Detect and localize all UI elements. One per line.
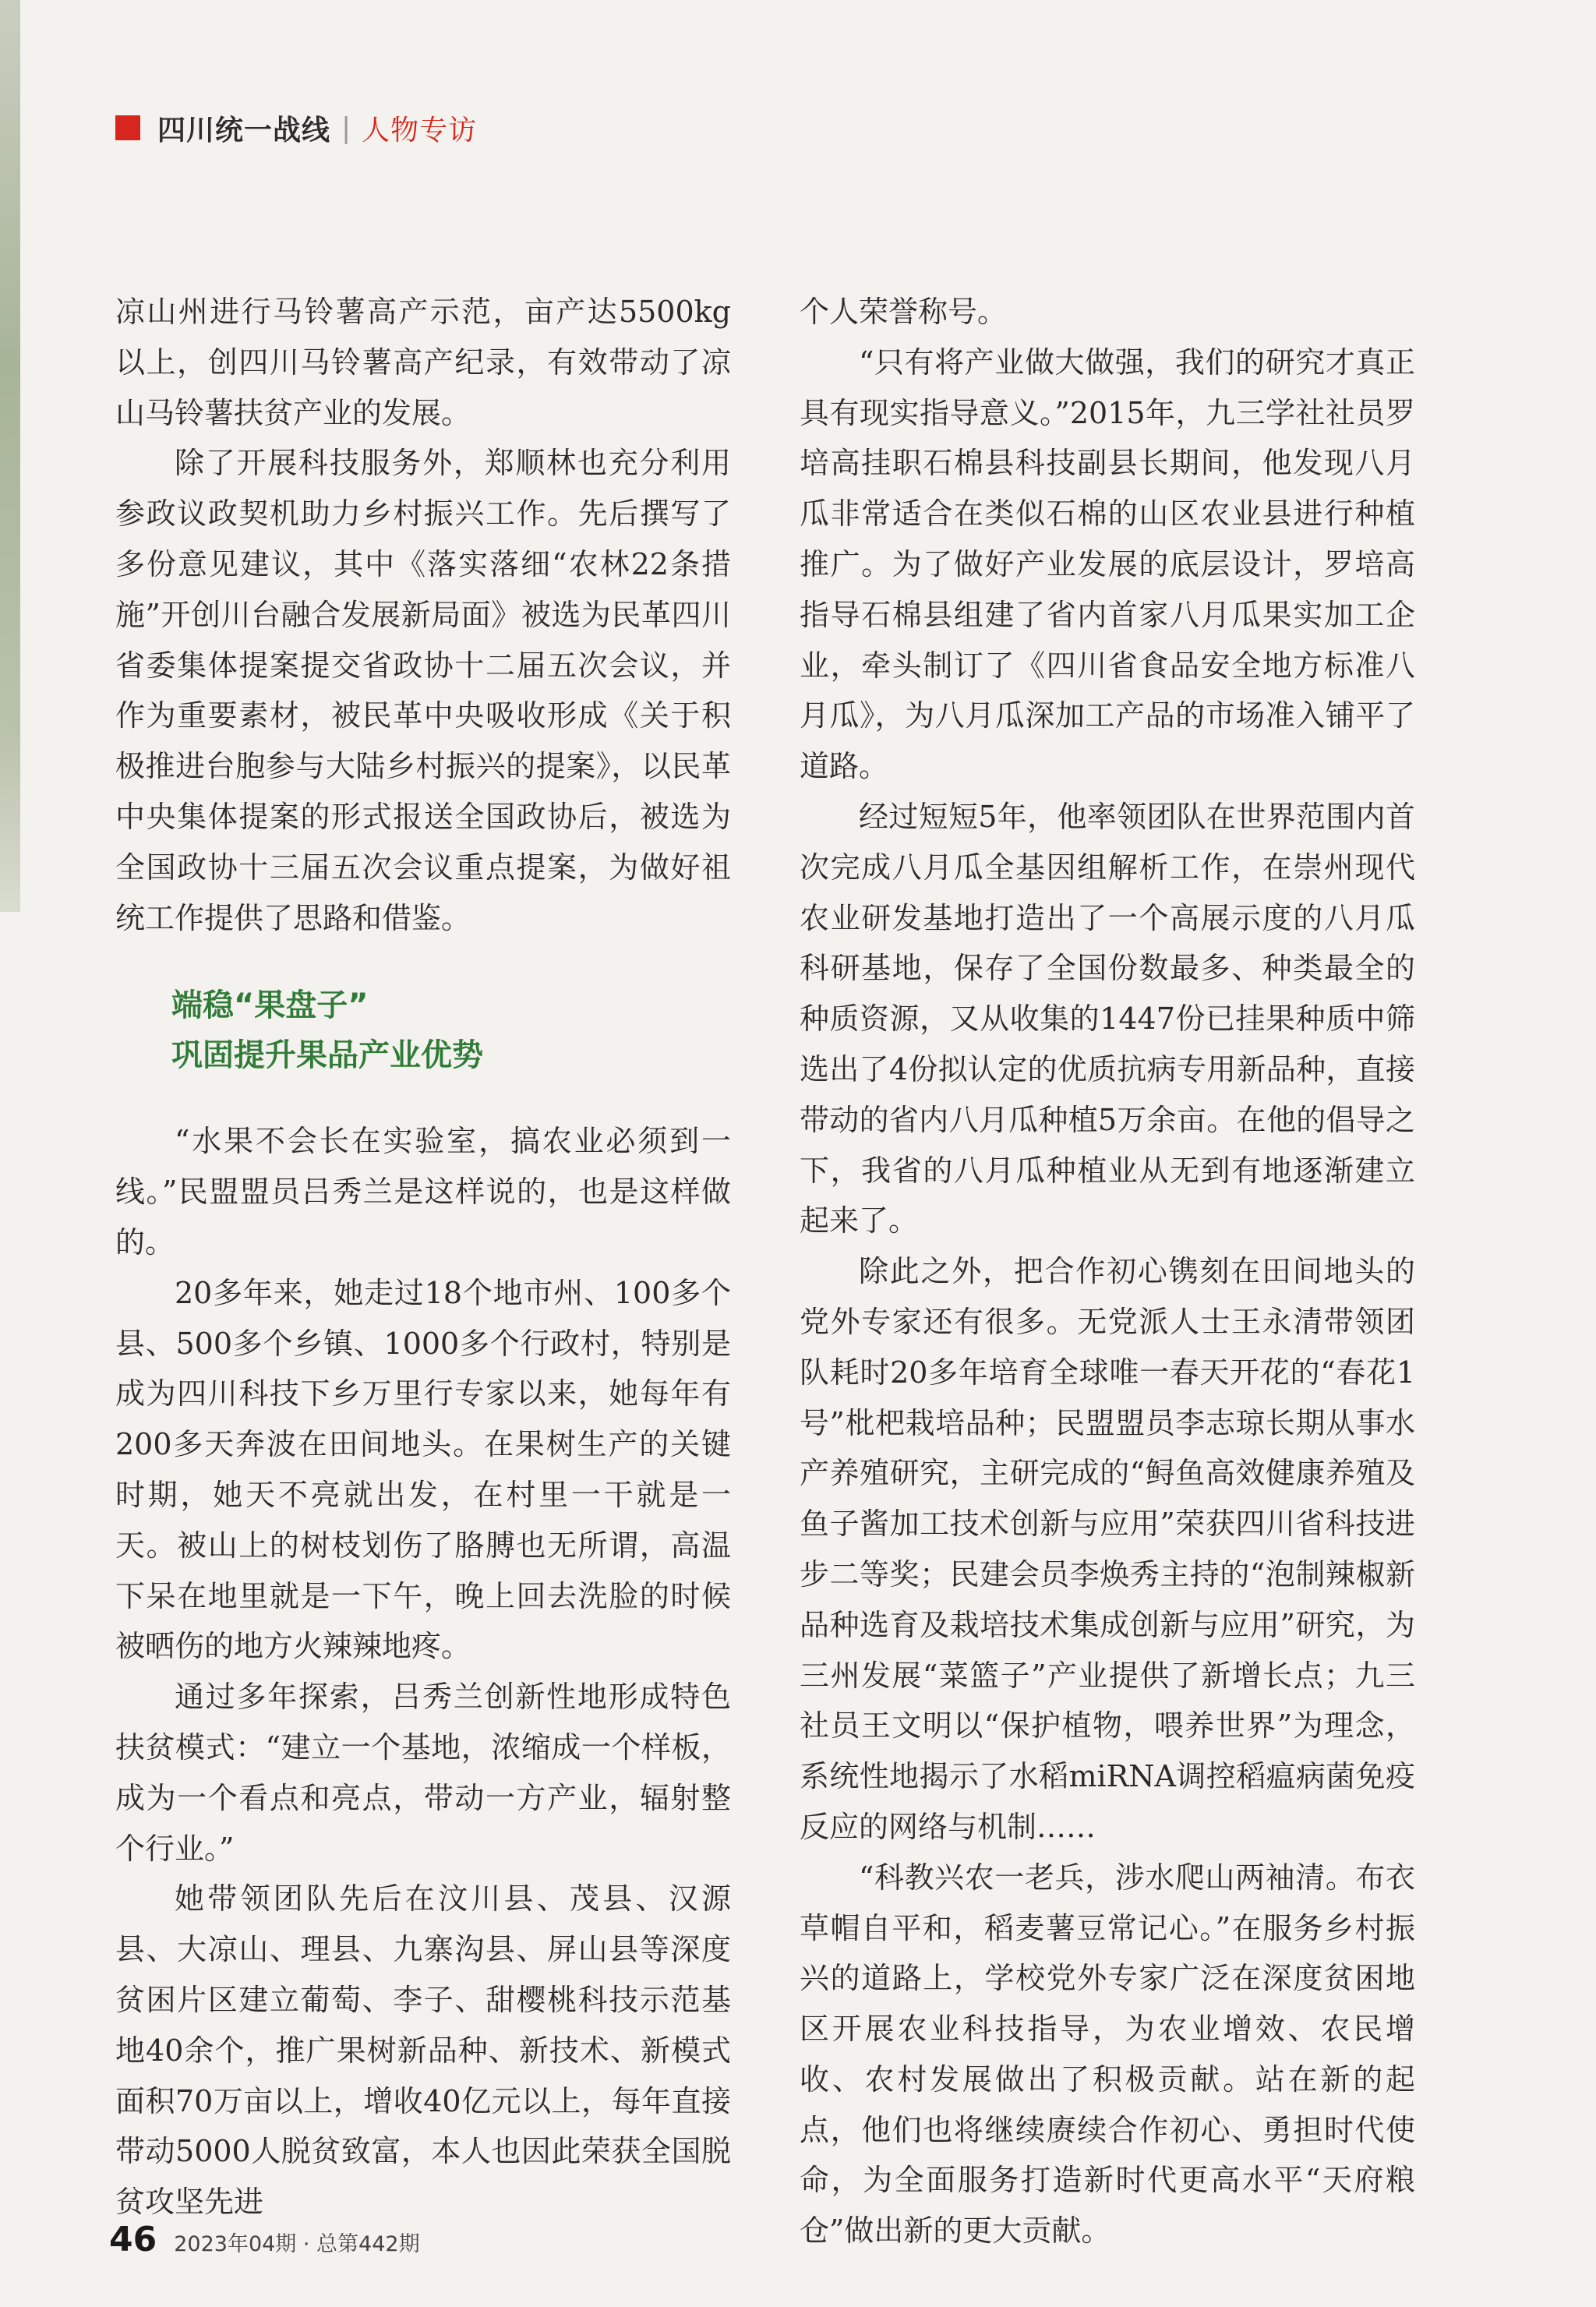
paragraph: 除此之外，把合作初心镌刻在田间地头的党外专家还有很多。无党派人士王永清带领团队耗时20多年培育全球唯一春天开花的“春花1号”枇杷栽培品种；民盟盟员李志琼长期从事水产养殖研究，主研完成的“鲟鱼高效健康养殖及鱼子酱加工技术创新与应用”荣获四川省科技进步二等奖；民建会员李焕秀主持的“泡制辣椒新品种选育及栽培技术集成创新与应用”研究，为三州发展“菜篮子”产业提供了新增长点；九三社员王文明以“保护植物，喂养世界”为理念，系统性地揭示了水稻miRNA调控稻瘟病菌免疫反应的网络与机制…… bbox=[800, 1254, 1415, 1844]
page-header bbox=[115, 106, 477, 150]
paragraph: 经过短短5年，他率领团队在世界范围内首次完成八月瓜全基因组解析工作，在崇州现代农业研发基地打造出了一个高展示度的八月瓜科研基地，保存了全国份数最多、种类最全的种质资源，又从收集的1447份已挂果种质中筛选出了4份拟认定的优质抗病专用新品种，直接带动的省内八月瓜种植5万余亩。在他的倡导之下，我省的八月瓜种植业从无到有地逐渐建立起来了。 bbox=[800, 799, 1415, 1238]
page-number: 46 bbox=[109, 2220, 157, 2259]
section-heading-line2: 巩固提升果品产业优势 bbox=[171, 1037, 483, 1074]
publication-title: 四川统一战线 bbox=[157, 114, 331, 147]
paragraph: 她带领团队先后在汶川县、茂县、汉源县、大凉山、理县、九寨沟县、屏山县等深度贫困片区建立葡萄、李子、甜樱桃科技示范基地40余个，推广果树新品种、新技术、新模式面积70万亩以上，增收40亿元以上，每年直接带动5000人脱贫致富，本人也因此荣获全国脱贫攻坚先进 bbox=[115, 1881, 731, 2220]
left-column bbox=[115, 287, 731, 2228]
paragraph: 除了开展科技服务外，郑顺林也充分利用参政议政契机助力乡村振兴工作。先后撰写了多份意见建议，其中《落实落细“农林22条措施”开创川台融合发展新局面》被选为民革四川省委集体提案提交省政协十二届五次会议，并作为重要素材，被民革中央吸收形成《关于积极推进台胞参与大陆乡村振兴的提案》，以民革中央集体提案的形式报送全国政协后，被选为全国政协十三届五次会议重点提案，为做好祖统工作提供了思路和借鉴。 bbox=[115, 446, 731, 935]
section-heading bbox=[171, 980, 731, 1080]
page-edge-strip bbox=[0, 0, 20, 912]
paragraph: 通过多年探索，吕秀兰创新性地形成特色扶贫模式：“建立一个基地，浓缩成一个样板，成为一个看点和亮点，带动一方产业，辐射整个行业。” bbox=[115, 1680, 731, 1866]
right-column bbox=[800, 287, 1415, 2256]
paragraph: 20多年来，她走过18个地市州、100多个县、500多个乡镇、1000多个行政村，特别是成为四川科技下乡万里行专家以来，她每年有200多天奔波在田间地头。在果树生产的关键时期，她天不亮就出发，在村里一干就是一天。被山上的树枝划伤了胳膊也无所谓，高温下呆在地里就是一下午，晚上回去洗脸的时候被晒伤的地方火辣辣地疼。 bbox=[115, 1275, 731, 1664]
paragraph: 凉山州进行马铃薯高产示范，亩产达5500kg以上，创四川马铃薯高产纪录，有效带动了凉山马铃薯扶贫产业的发展。 bbox=[115, 295, 731, 430]
section-heading-line1: 端稳“果盘子” bbox=[171, 987, 369, 1024]
paragraph: 个人荣誉称号。 bbox=[800, 295, 1008, 329]
paragraph: “只有将产业做大做强，我们的研究才真正具有现实指导意义。”2015年，九三学社社员罗培高挂职石棉县科技副县长期间，他发现八月瓜非常适合在类似石棉的山区农业县进行种植推广。为了做好产业发展的底层设计，罗培高指导石棉县组建了省内首家八月瓜果实加工企业，牵头制订了《四川省食品安全地方标准八月瓜》，为八月瓜深加工产品的市场准入铺平了道路。 bbox=[800, 344, 1415, 784]
section-title: 人物专访 bbox=[362, 114, 478, 147]
paragraph: “水果不会长在实验室，搞农业必须到一线。”民盟盟员吕秀兰是这样说的，也是这样做的。 bbox=[115, 1124, 731, 1259]
paragraph: “科教兴农一老兵，涉水爬山两袖清。布衣草帽自平和，稻麦薯豆常记心。”在服务乡村振兴的道路上，学校党外专家广泛在深度贫困地区开展农业科技指导，为农业增效、农民增收、农村发展做出了积极贡献。站在新的起点，他们也将继续赓续合作初心、勇担时代使命，为全面服务打造新时代更高水平“天府粮仓”做出新的更大贡献。 bbox=[800, 1860, 1415, 2249]
section-marker-square bbox=[115, 115, 140, 140]
page-footer bbox=[109, 2220, 420, 2259]
issue-info: 2023年04期 · 总第442期 bbox=[174, 2232, 420, 2256]
header-separator: | bbox=[341, 111, 351, 144]
